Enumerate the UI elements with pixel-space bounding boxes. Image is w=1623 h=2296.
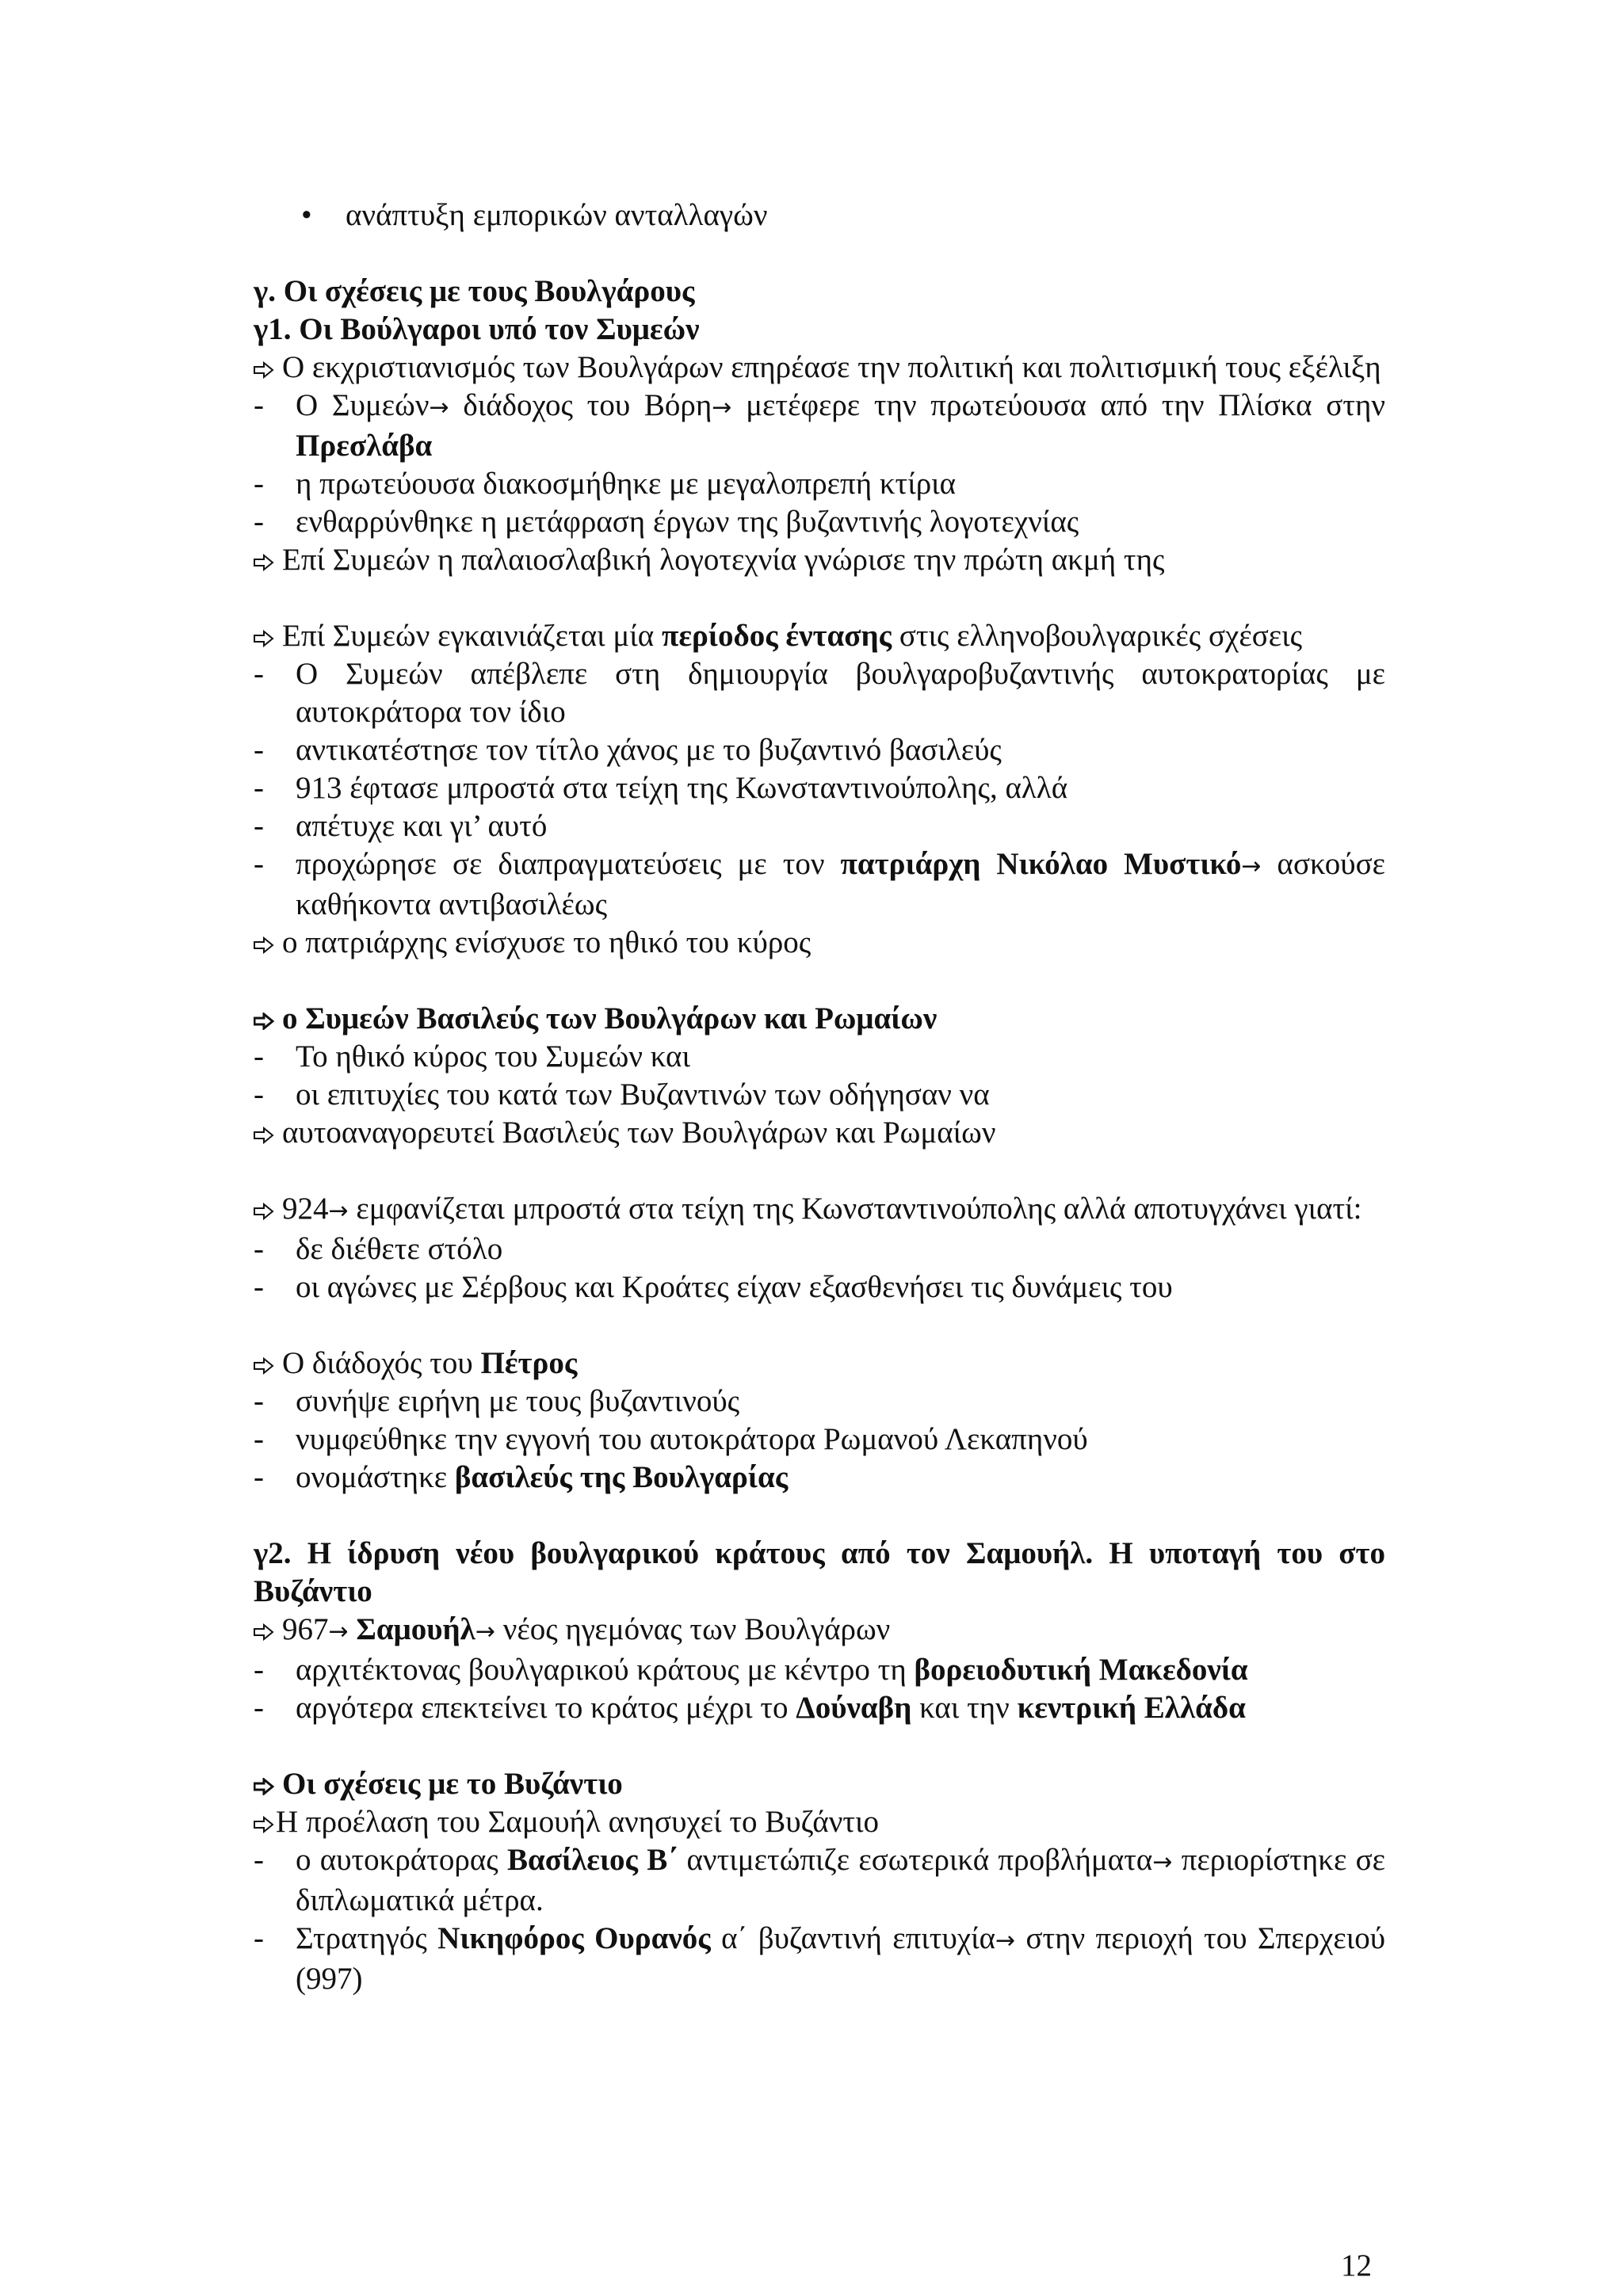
dash-item: - δε διέθετε στόλο xyxy=(254,1232,503,1266)
dash-item: - Ο Συμεών απέβλεπε στη δημιουργία βουλγαροβυζαντινής αυτοκρατορίας με αυτοκράτορα τον ίδιο xyxy=(254,657,1385,729)
arrow-paragraph: Ο διάδοχός του Πέτρος xyxy=(254,1344,1385,1383)
dash-item: - η πρωτεύουσα διακοσμήθηκε με μεγαλοπρεπή κτίρια xyxy=(254,467,957,501)
arrow-paragraph: αυτοαναγορευτεί Βασιλεύς των Βουλγάρων και Ρωμαίων xyxy=(254,1114,1385,1152)
right-arrow-icon: → xyxy=(712,394,732,421)
right-arrow-icon: → xyxy=(475,1618,495,1646)
subsection-heading: γ2. Η ίδρυση νέου βουλγαρικού κράτους από τον Σαμουήλ. Η υποταγή του στο Βυζάντιο xyxy=(254,1536,1385,1608)
outline-arrow-icon xyxy=(254,1803,276,1841)
outline-arrow-icon xyxy=(254,1765,282,1803)
arrow-paragraph: Επί Συμεών η παλαιοσλαβική λογοτεχνία γνώρισε την πρώτη ακμή της xyxy=(254,541,1385,579)
dash-item: - Στρατηγός Νικηφόρος Ουρανός α΄ βυζαντινή επιτυχία→ στην περιοχή του Σπερχειού (997) xyxy=(254,1921,1386,1996)
right-arrow-icon: → xyxy=(1241,852,1262,880)
arrow-paragraph: Ο εκχριστιανισμός των Βουλγάρων επηρέασε την πολιτική και πολιτισμική τους εξέλιξη xyxy=(254,349,1385,387)
dash-item: - ονομάστηκε βασιλεύς της Βουλγαρίας xyxy=(254,1460,789,1494)
page-number: 12 xyxy=(1341,2248,1372,2283)
arrow-paragraph: ο Συμεών Βασιλεύς των Βουλγάρων και Ρωμαίων xyxy=(254,1000,1385,1038)
arrow-paragraph: 967→ Σαμουήλ→ νέος ηγεμόνας των Βουλγάρων xyxy=(254,1611,1385,1651)
outline-arrow-icon xyxy=(254,1344,282,1383)
arrow-paragraph: 924→ εμφανίζεται μπροστά στα τείχη της Κωνσταντινούπολης αλλά αποτυγχάνει γιατί: xyxy=(254,1190,1385,1230)
dash-item: - νυμφεύθηκε την εγγονή του αυτοκράτορα Ρωμανού Λεκαπηνού xyxy=(254,1422,1088,1456)
dash-item: - αντικατέστησε τον τίτλο χάνος με το βυζαντινό βασιλεύς xyxy=(254,733,1002,767)
dash-item: - ενθαρρύνθηκε η μετάφραση έργων της βυζαντινής λογοτεχνίας xyxy=(254,505,1079,539)
subsection-heading: γ1. Οι Βούλγαροι υπό τον Συμεών xyxy=(254,312,700,346)
outline-arrow-icon xyxy=(254,1190,282,1230)
dash-item: - Ο Συμεών→ διάδοχος του Βόρη→ μετέφερε την πρωτεύουσα από την Πλίσκα στην Πρεσλάβα xyxy=(254,388,1386,463)
section-heading: γ. Οι σχέσεις με τους Βουλγάρους xyxy=(254,274,695,308)
bullet-icon: • xyxy=(301,198,312,232)
right-arrow-icon: → xyxy=(995,1927,1016,1955)
page-content xyxy=(254,196,1385,1998)
outline-arrow-icon xyxy=(254,1611,282,1651)
right-arrow-icon: → xyxy=(328,1197,349,1225)
outline-arrow-icon xyxy=(254,1000,282,1038)
bullet-item: • ανάπτυξη εμπορικών ανταλλαγών xyxy=(254,196,1385,235)
outline-arrow-icon xyxy=(254,541,282,579)
right-arrow-icon: → xyxy=(1152,1848,1173,1876)
dash-item: - Το ηθικό κύρος του Συμεών και xyxy=(254,1039,690,1074)
dash-item: - 913 έφτασε μπροστά στα τείχη της Κωνσταντινούπολης, αλλά xyxy=(254,771,1068,805)
outline-arrow-icon xyxy=(254,1114,282,1152)
right-arrow-icon: → xyxy=(328,1618,349,1646)
right-arrow-icon: → xyxy=(429,394,449,421)
dash-item: - οι επιτυχίες του κατά των Βυζαντινών των οδήγησαν να xyxy=(254,1077,990,1112)
arrow-paragraph: Επί Συμεών εγκαινιάζεται μία περίοδος έντασης στις ελληνοβουλγαρικές σχέσεις xyxy=(254,617,1385,655)
dash-item: - αργότερα επεκτείνει το κράτος μέχρι το Δούναβη και την κεντρική Ελλάδα xyxy=(254,1691,1246,1725)
dash-item: - συνήψε ειρήνη με τους βυζαντινούς xyxy=(254,1384,740,1418)
dash-item: - αρχιτέκτονας βουλγαρικού κράτους με κέντρο τη βορειοδυτική Μακεδονία xyxy=(254,1653,1248,1687)
outline-arrow-icon xyxy=(254,617,282,655)
dash-item: - προχώρησε σε διαπραγματεύσεις με τον πατριάρχη Νικόλαο Μυστικό→ ασκούσε καθήκοντα αντιβασιλέως xyxy=(254,847,1385,921)
arrow-paragraph: ο πατριάρχης ενίσχυσε το ηθικό του κύρος xyxy=(254,924,1385,962)
dash-item: - απέτυχε και γι’ αυτό xyxy=(254,809,548,843)
dash-item: - ο αυτοκράτορας Βασίλειος Β΄ αντιμετώπιζε εσωτερικά προβλήματα→ περιορίστηκε σε διπλωματικά μέτρα. xyxy=(254,1843,1385,1917)
arrow-paragraph: Η προέλαση του Σαμουήλ ανησυχεί το Βυζάντιο xyxy=(254,1803,1385,1841)
arrow-paragraph: Οι σχέσεις με το Βυζάντιο xyxy=(254,1765,1385,1803)
outline-arrow-icon xyxy=(254,924,282,962)
dash-item: - οι αγώνες με Σέρβους και Κροάτες είχαν εξασθενήσει τις δυνάμεις του xyxy=(254,1270,1173,1304)
outline-arrow-icon xyxy=(254,349,282,387)
